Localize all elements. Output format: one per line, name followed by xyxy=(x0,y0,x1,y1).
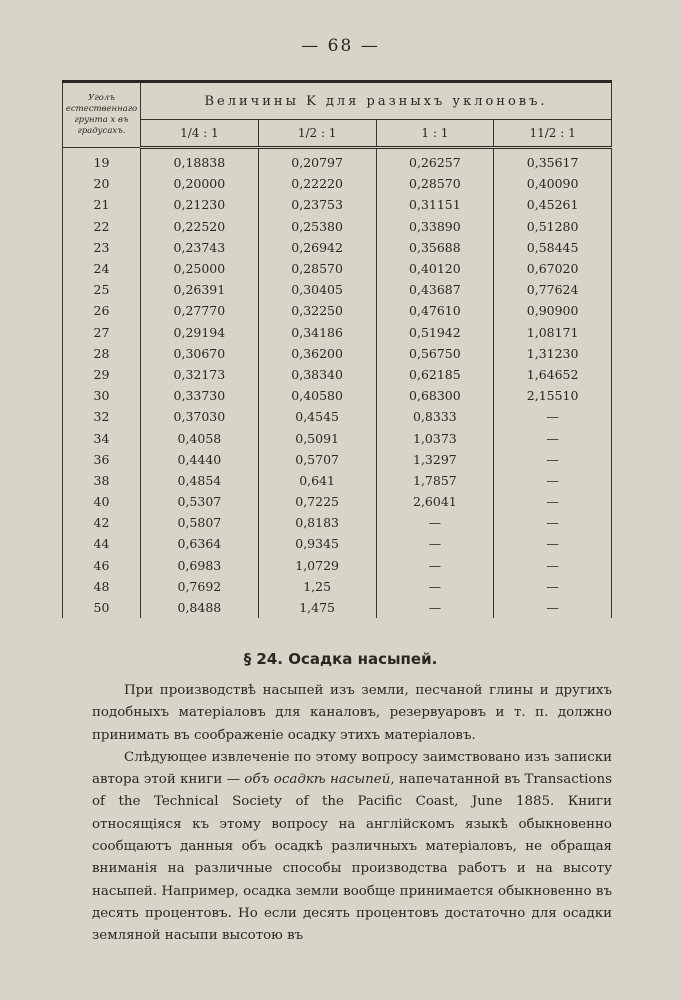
angle-cell: 48 xyxy=(63,576,141,597)
value-cell: — xyxy=(494,512,612,533)
value-cell: — xyxy=(494,555,612,576)
value-cell: 0,27770 xyxy=(141,300,259,321)
table-row xyxy=(63,427,612,448)
value-cell: 0,37030 xyxy=(141,406,259,427)
angle-cell: 44 xyxy=(63,533,141,554)
value-cell: 0,5807 xyxy=(141,512,259,533)
angle-cell: 42 xyxy=(63,512,141,533)
value-cell: 0,67020 xyxy=(494,258,612,279)
angle-cell: 19 xyxy=(63,148,141,174)
table-row xyxy=(63,385,612,406)
table-row xyxy=(63,491,612,512)
table-row xyxy=(63,533,612,554)
value-cell: — xyxy=(494,533,612,554)
value-cell: 0,641 xyxy=(258,470,376,491)
value-cell: 0,33890 xyxy=(376,216,494,237)
table-row xyxy=(63,406,612,427)
paragraph xyxy=(92,747,612,948)
value-cell: 0,26942 xyxy=(258,237,376,258)
angle-cell: 28 xyxy=(63,343,141,364)
paragraph xyxy=(92,680,612,747)
value-cell: 1,0373 xyxy=(376,427,494,448)
angle-cell: 38 xyxy=(63,470,141,491)
value-cell: 0,22220 xyxy=(258,173,376,194)
value-cell: — xyxy=(494,427,612,448)
angle-cell: 46 xyxy=(63,555,141,576)
value-cell: 1,08171 xyxy=(494,322,612,343)
value-cell: 0,51280 xyxy=(494,216,612,237)
value-cell: 0,40580 xyxy=(258,385,376,406)
value-cell: 0,40090 xyxy=(494,173,612,194)
angle-cell: 27 xyxy=(63,322,141,343)
value-cell: 1,25 xyxy=(258,576,376,597)
section-title: § 24. Осадка насыпей. xyxy=(243,650,438,668)
value-cell: — xyxy=(494,470,612,491)
table-row xyxy=(63,322,612,343)
angle-cell: 29 xyxy=(63,364,141,385)
coefficient-table-container xyxy=(62,80,612,618)
value-cell: 0,47610 xyxy=(376,300,494,321)
value-cell: — xyxy=(494,449,612,470)
angle-cell: 20 xyxy=(63,173,141,194)
table-body xyxy=(63,148,612,619)
angle-cell: 40 xyxy=(63,491,141,512)
angle-cell: 30 xyxy=(63,385,141,406)
value-cell: 0,30405 xyxy=(258,279,376,300)
angle-column-header: Уголъ естественнаго грунта x въ градусахъ. xyxy=(63,82,141,148)
value-cell: 0,34186 xyxy=(258,322,376,343)
table-row xyxy=(63,576,612,597)
value-cell: — xyxy=(376,555,494,576)
value-cell: — xyxy=(376,597,494,618)
angle-cell: 23 xyxy=(63,237,141,258)
value-cell: 0,5091 xyxy=(258,427,376,448)
value-cell: 0,36200 xyxy=(258,343,376,364)
column-header: 11/2 : 1 xyxy=(494,120,612,148)
value-cell: 0,5307 xyxy=(141,491,259,512)
value-cell: 0,56750 xyxy=(376,343,494,364)
paragraph-text: Слѣдующее извлеченіе по этому вопросу заимствовано изъ записки автора этой книги — xyxy=(92,749,612,788)
table-row xyxy=(63,300,612,321)
angle-cell: 21 xyxy=(63,194,141,215)
value-cell: 0,23753 xyxy=(258,194,376,215)
value-cell: 0,35617 xyxy=(494,148,612,174)
value-cell: 0,31151 xyxy=(376,194,494,215)
column-header: 1/2 : 1 xyxy=(258,120,376,148)
value-cell: 1,7857 xyxy=(376,470,494,491)
slope-group-header: Величины K для разныхъ уклоновъ. xyxy=(141,82,612,120)
angle-cell: 36 xyxy=(63,449,141,470)
table-row xyxy=(63,343,612,364)
table-row xyxy=(63,194,612,215)
value-cell: 1,475 xyxy=(258,597,376,618)
value-cell: 0,22520 xyxy=(141,216,259,237)
value-cell: 0,32173 xyxy=(141,364,259,385)
value-cell: 0,68300 xyxy=(376,385,494,406)
value-cell: 0,7692 xyxy=(141,576,259,597)
angle-cell: 24 xyxy=(63,258,141,279)
paragraph-text: При производствѣ насыпей изъ земли, песчаной глины и другихъ подобныхъ матеріаловъ для каналовъ, резервуаровъ и т. п. должно принимать въ соображеніе осадку этихъ матеріаловъ. xyxy=(92,683,612,743)
value-cell: 0,90900 xyxy=(494,300,612,321)
table-row xyxy=(63,237,612,258)
value-cell: 0,4058 xyxy=(141,427,259,448)
value-cell: 0,32250 xyxy=(258,300,376,321)
value-cell: 0,20000 xyxy=(141,173,259,194)
value-cell: 0,38340 xyxy=(258,364,376,385)
table-row xyxy=(63,148,612,174)
value-cell: 0,28570 xyxy=(376,173,494,194)
angle-cell: 32 xyxy=(63,406,141,427)
value-cell: 0,28570 xyxy=(258,258,376,279)
value-cell: 0,4854 xyxy=(141,470,259,491)
value-cell: 0,6983 xyxy=(141,555,259,576)
table-row xyxy=(63,279,612,300)
value-cell: 0,9345 xyxy=(258,533,376,554)
page-number: — 68 — xyxy=(301,36,380,56)
value-cell: 0,4440 xyxy=(141,449,259,470)
value-cell: 0,30670 xyxy=(141,343,259,364)
value-cell: — xyxy=(494,491,612,512)
value-cell: 0,6364 xyxy=(141,533,259,554)
paragraph-emphasis: объ осадкѣ насыпей xyxy=(244,772,391,788)
value-cell: 2,15510 xyxy=(494,385,612,406)
value-cell: 0,58445 xyxy=(494,237,612,258)
value-cell: 0,25000 xyxy=(141,258,259,279)
table-row xyxy=(63,512,612,533)
value-cell: 0,7225 xyxy=(258,491,376,512)
table-row xyxy=(63,555,612,576)
angle-cell: 34 xyxy=(63,427,141,448)
value-cell: — xyxy=(376,576,494,597)
column-header: 1 : 1 xyxy=(376,120,494,148)
value-cell: — xyxy=(494,406,612,427)
value-cell: — xyxy=(376,512,494,533)
table-row xyxy=(63,364,612,385)
angle-cell: 50 xyxy=(63,597,141,618)
column-header: 1/4 : 1 xyxy=(141,120,259,148)
value-cell: 0,8488 xyxy=(141,597,259,618)
coefficient-table xyxy=(62,80,612,618)
table-row xyxy=(63,173,612,194)
value-cell: 0,20797 xyxy=(258,148,376,174)
value-cell: 0,40120 xyxy=(376,258,494,279)
angle-cell: 22 xyxy=(63,216,141,237)
value-cell: 0,21230 xyxy=(141,194,259,215)
value-cell: 1,64652 xyxy=(494,364,612,385)
value-cell: 0,77624 xyxy=(494,279,612,300)
value-cell: 0,26391 xyxy=(141,279,259,300)
value-cell: 1,3297 xyxy=(376,449,494,470)
table-row xyxy=(63,216,612,237)
value-cell: 0,35688 xyxy=(376,237,494,258)
table-row xyxy=(63,470,612,491)
value-cell: 0,8183 xyxy=(258,512,376,533)
table-row xyxy=(63,597,612,618)
value-cell: 0,33730 xyxy=(141,385,259,406)
value-cell: 1,31230 xyxy=(494,343,612,364)
value-cell: 0,26257 xyxy=(376,148,494,174)
table-row xyxy=(63,258,612,279)
value-cell: 0,8333 xyxy=(376,406,494,427)
angle-cell: 26 xyxy=(63,300,141,321)
table-row xyxy=(63,449,612,470)
paragraph-text: , напечатанной въ Transactions of the Technical Society of the Pacific Coast, June 1885. Книги относящіяся къ этому вопросу на англійскомъ языкѣ обыкновенно сообщаютъ данныя объ осадкѣ различныхъ матеріаловъ, не обращая вниманія на различные способы производства работъ и на высоту насыпей. Например, осадка земли вообще принимается обыкновенно въ десять процентовъ. Но если десять процентовъ достаточно для осадки земляной насыпи высотою въ xyxy=(92,772,612,944)
value-cell: 0,43687 xyxy=(376,279,494,300)
value-cell: 0,23743 xyxy=(141,237,259,258)
value-cell: 0,62185 xyxy=(376,364,494,385)
value-cell: 1,0729 xyxy=(258,555,376,576)
value-cell: — xyxy=(494,597,612,618)
value-cell: 0,51942 xyxy=(376,322,494,343)
body-text xyxy=(92,680,612,948)
value-cell: 0,5707 xyxy=(258,449,376,470)
value-cell: 0,45261 xyxy=(494,194,612,215)
value-cell: 0,25380 xyxy=(258,216,376,237)
value-cell: — xyxy=(376,533,494,554)
value-cell: 2,6041 xyxy=(376,491,494,512)
value-cell: 0,29194 xyxy=(141,322,259,343)
value-cell: 0,4545 xyxy=(258,406,376,427)
value-cell: — xyxy=(494,576,612,597)
value-cell: 0,18838 xyxy=(141,148,259,174)
angle-cell: 25 xyxy=(63,279,141,300)
